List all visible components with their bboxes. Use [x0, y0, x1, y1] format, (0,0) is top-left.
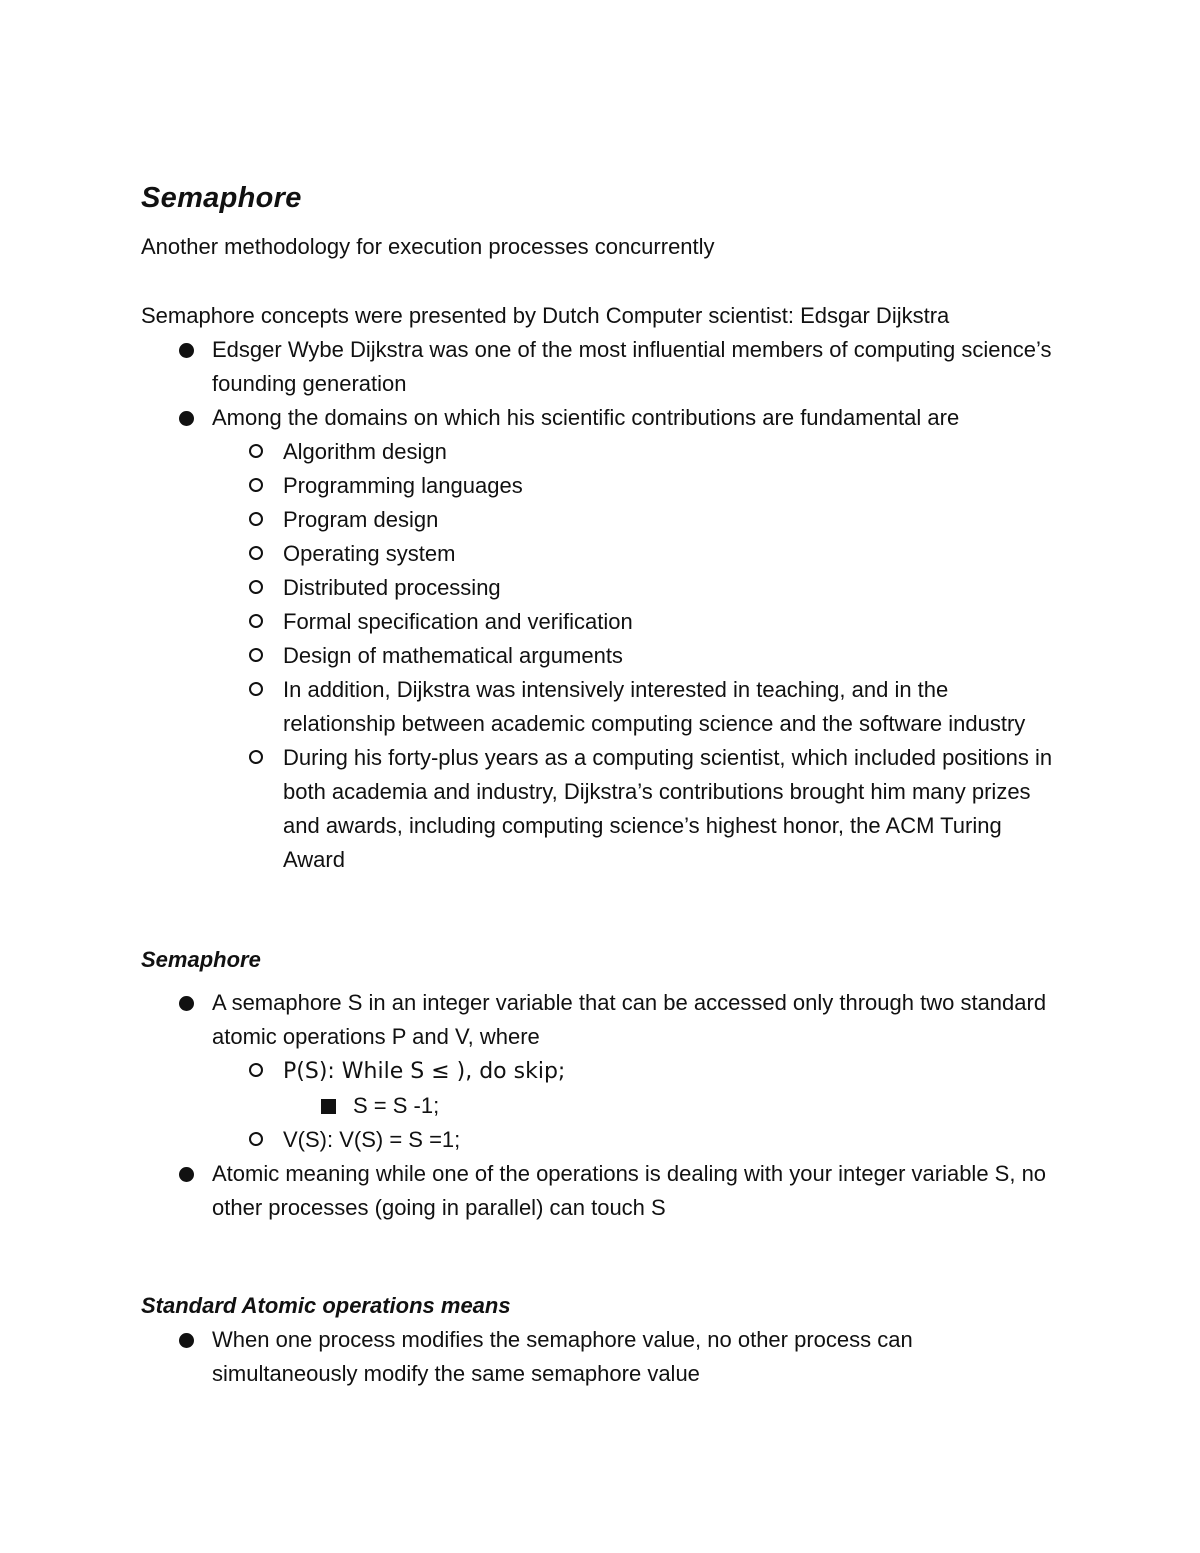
- p-operation-text: P(S): While S ≤ ), do skip;: [283, 1059, 566, 1084]
- circle-bullet-icon: [249, 444, 263, 458]
- disc-bullet-icon: [179, 1333, 194, 1348]
- circle-bullet-icon: [249, 512, 263, 526]
- semaphore-bullet-list: [141, 986, 1061, 1054]
- p-operation-decrement-text: S = S -1;: [353, 1093, 440, 1118]
- circle-bullet-icon: [249, 682, 263, 696]
- subtitle: Another methodology for execution processes concurrently: [141, 234, 715, 259]
- list-item-text: During his forty-plus years as a computing scientist, which included positions in both academia and industry, Dijkstra’s contributions brought him many prizes and awards, including computing science’s highest honor, the ACM Turing Award: [283, 745, 1053, 872]
- list-item: [141, 537, 1061, 571]
- semaphore-heading: Semaphore: [141, 947, 261, 972]
- circle-bullet-icon: [249, 1132, 263, 1146]
- list-item-text: Atomic meaning while one of the operations is dealing with your integer variable S, no other processes (going in parallel) can touch S: [212, 1161, 1047, 1220]
- list-item-text: Among the domains on which his scientific contributions are fundamental are: [212, 405, 960, 430]
- atomic-operations-heading: Standard Atomic operations means: [141, 1293, 511, 1318]
- list-item-text: Design of mathematical arguments: [283, 643, 623, 668]
- list-item: [141, 503, 1061, 537]
- atomic-bullet-list: [141, 1323, 1061, 1391]
- intro-section: [141, 299, 1061, 877]
- list-item-text: When one process modifies the semaphore value, no other process can simultaneously modify the same semaphore value: [212, 1327, 913, 1386]
- list-item: [141, 333, 1061, 401]
- list-item: [141, 673, 1061, 741]
- list-item-text: Edsger Wybe Dijkstra was one of the most influential members of computing science’s founding generation: [212, 337, 1052, 396]
- list-item: [141, 741, 1061, 877]
- list-item: [141, 435, 1061, 469]
- v-operation-text: V(S): V(S) = S =1;: [283, 1127, 461, 1152]
- circle-bullet-icon: [249, 614, 263, 628]
- list-item: [141, 1089, 1061, 1123]
- list-item-text: Operating system: [283, 541, 456, 566]
- disc-bullet-icon: [179, 1167, 194, 1182]
- circle-bullet-icon: [249, 648, 263, 662]
- list-item-text: Formal specification and verification: [283, 609, 633, 634]
- list-item-text: Algorithm design: [283, 439, 447, 464]
- list-item-text: In addition, Dijkstra was intensively interested in teaching, and in the relationship between academic computing science and the software industry: [283, 677, 1026, 736]
- semaphore-bullet-list-continued: [141, 1157, 1061, 1225]
- intro-bullet-list: [141, 333, 1061, 435]
- list-item-text: A semaphore S in an integer variable that can be accessed only through two standard atomic operations P and V, where: [212, 990, 1047, 1049]
- list-item: [141, 401, 1061, 435]
- list-item: [141, 571, 1061, 605]
- list-item-text: Distributed processing: [283, 575, 501, 600]
- circle-bullet-icon: [249, 478, 263, 492]
- list-item: [141, 1157, 1061, 1225]
- operations-list: [141, 1054, 1061, 1089]
- semaphore-section: [141, 943, 1061, 1225]
- page-title: Semaphore: [141, 182, 302, 214]
- domains-list: [141, 435, 1061, 877]
- list-item: [141, 469, 1061, 503]
- disc-bullet-icon: [179, 411, 194, 426]
- circle-bullet-icon: [249, 1063, 263, 1077]
- disc-bullet-icon: [179, 343, 194, 358]
- list-item: [141, 986, 1061, 1054]
- disc-bullet-icon: [179, 996, 194, 1011]
- list-item: [141, 1054, 1061, 1089]
- list-item: [141, 1123, 1061, 1157]
- operations-list-continued: [141, 1123, 1061, 1157]
- circle-bullet-icon: [249, 750, 263, 764]
- list-item-text: Programming languages: [283, 473, 523, 498]
- list-item: [141, 639, 1061, 673]
- list-item: [141, 605, 1061, 639]
- intro-text: Semaphore concepts were presented by Dutch Computer scientist: Edsgar Dijkstra: [141, 303, 950, 328]
- atomic-operations-section: [141, 1289, 1061, 1391]
- square-bullet-icon: [321, 1099, 336, 1114]
- circle-bullet-icon: [249, 546, 263, 560]
- list-item-text: Program design: [283, 507, 439, 532]
- list-item: [141, 1323, 1061, 1391]
- p-operation-sublist: [141, 1089, 1061, 1123]
- circle-bullet-icon: [249, 580, 263, 594]
